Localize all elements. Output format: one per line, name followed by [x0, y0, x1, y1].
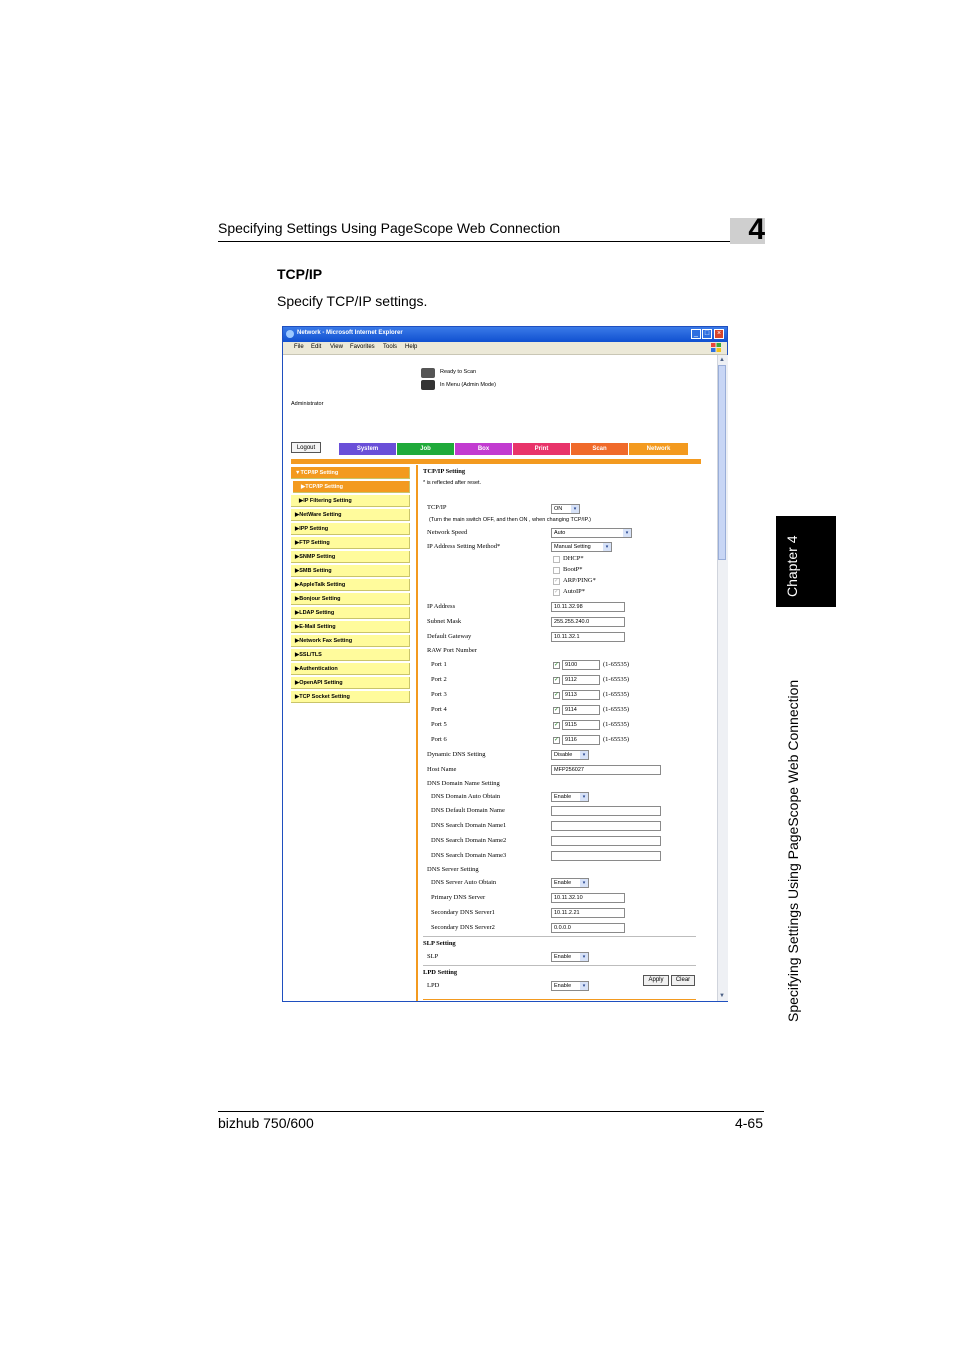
- port-range: (1-65535): [603, 661, 629, 668]
- network-speed-value: Auto: [554, 530, 566, 536]
- raw-port-label: RAW Port Number: [427, 647, 477, 654]
- dns-default-domain-label: DNS Default Domain Name: [431, 807, 505, 814]
- tab-system[interactable]: System: [339, 443, 396, 455]
- chapter-number: 4: [748, 213, 765, 246]
- port-label: Port 1: [431, 661, 447, 668]
- dns-domain-auto-label: DNS Domain Auto Obtain: [431, 793, 501, 800]
- ip-address-input[interactable]: 10.11.32.98: [551, 602, 625, 612]
- port-input[interactable]: 9112: [562, 675, 600, 685]
- port-input[interactable]: 9100: [562, 660, 600, 670]
- ip-method-label: IP Address Setting Method*: [427, 543, 501, 550]
- port-input[interactable]: 9113: [562, 690, 600, 700]
- tab-job[interactable]: Job: [397, 443, 454, 455]
- menu-favorites[interactable]: Favorites: [350, 344, 375, 350]
- gateway-label: Default Gateway: [427, 633, 472, 640]
- maximize-button[interactable]: □: [702, 329, 712, 339]
- port-checkbox[interactable]: ✓: [554, 677, 560, 683]
- tab-underline: [291, 459, 701, 464]
- chevron-down-icon: ▾: [580, 953, 588, 961]
- dhcp-label: DHCP*: [563, 555, 584, 562]
- port-label: Port 4: [431, 706, 447, 713]
- primary-dns-input[interactable]: 10.11.32.10: [551, 893, 625, 903]
- form-note: * is reflected after reset.: [423, 480, 482, 486]
- menu-tools[interactable]: Tools: [383, 344, 398, 350]
- sidebar-item[interactable]: ▶Network Fax Setting: [291, 635, 410, 647]
- dhcp-checkbox[interactable]: [553, 556, 560, 563]
- port-checkbox[interactable]: ✓: [554, 707, 560, 713]
- secondary-dns2-input[interactable]: 0.0.0.0: [551, 923, 625, 933]
- scroll-up-icon[interactable]: ▲: [719, 357, 725, 363]
- sidebar-item[interactable]: ▶OpenAPI Setting: [291, 677, 410, 689]
- slp-heading: SLP Setting: [423, 940, 456, 947]
- section-divider: [423, 936, 696, 937]
- ie-icon: [286, 330, 294, 338]
- page-content: [283, 355, 717, 1001]
- dynamic-dns-value: Disable: [554, 752, 573, 758]
- port-label: Port 3: [431, 691, 447, 698]
- port-label: Port 2: [431, 676, 447, 683]
- dns-server-heading: DNS Server Setting: [427, 866, 479, 873]
- port-input[interactable]: 9116: [562, 735, 600, 745]
- dns-server-auto-select[interactable]: [551, 878, 589, 888]
- slp-select[interactable]: [551, 952, 589, 962]
- port-label: Port 5: [431, 721, 447, 728]
- sidebar-item[interactable]: ▼TCP/IP Setting: [291, 467, 410, 479]
- port-label: Port 6: [431, 736, 447, 743]
- sidebar-item[interactable]: ▶NetWare Setting: [291, 509, 410, 521]
- secondary-dns1-input[interactable]: 10.11.2.21: [551, 908, 625, 918]
- close-button[interactable]: ×: [714, 329, 724, 339]
- sidebar-item[interactable]: ▶E-Mail Setting: [291, 621, 410, 633]
- primary-dns-label: Primary DNS Server: [431, 894, 486, 901]
- ip-method-value: Manual Setting: [554, 544, 591, 550]
- sidebar-item[interactable]: ▶IP Filtering Setting: [291, 495, 410, 507]
- host-name-label: Host Name: [427, 766, 457, 773]
- sidebar-item[interactable]: ▶TCP/IP Setting: [293, 481, 410, 493]
- sidebar-item[interactable]: ▶IPP Setting: [291, 523, 410, 535]
- sidebar-item[interactable]: ▶FTP Setting: [291, 537, 410, 549]
- sidebar-item[interactable]: ▶SMB Setting: [291, 565, 410, 577]
- minimize-button[interactable]: _: [691, 329, 701, 339]
- slp-value: Enable: [554, 954, 572, 960]
- chevron-down-icon: ▾: [603, 543, 611, 551]
- clear-button[interactable]: Clear: [671, 975, 695, 986]
- dynamic-dns-label: Dynamic DNS Setting: [427, 751, 486, 758]
- port-checkbox[interactable]: ✓: [554, 662, 560, 668]
- dns-domain-auto-value: Enable: [554, 794, 572, 800]
- dns-search-domain2-label: DNS Search Domain Name2: [431, 837, 507, 844]
- dns-search-domain1-label: DNS Search Domain Name1: [431, 822, 507, 829]
- lpd-value: Enable: [554, 983, 572, 989]
- sidebar-item[interactable]: ▶TCP Socket Setting: [291, 691, 410, 703]
- network-speed-label: Network Speed: [427, 529, 468, 536]
- port-range: (1-65535): [603, 736, 629, 743]
- dns-default-domain-input[interactable]: [551, 806, 661, 816]
- port-checkbox[interactable]: ✓: [554, 692, 560, 698]
- network-speed-select[interactable]: [551, 528, 632, 538]
- apply-button[interactable]: Apply: [643, 975, 669, 986]
- tab-scan[interactable]: Scan: [571, 443, 628, 455]
- browser-window: [282, 326, 728, 1002]
- subnet-label: Subnet Mask: [427, 618, 462, 625]
- form-heading: TCP/IP Setting: [423, 468, 466, 475]
- device-status-icon: [421, 380, 435, 390]
- form-bottom-rule: [423, 999, 696, 1000]
- chevron-down-icon: ▾: [571, 505, 579, 513]
- sidebar: [291, 467, 412, 1001]
- ip-method-select[interactable]: [551, 542, 612, 552]
- bootp-checkbox[interactable]: [553, 567, 560, 574]
- slp-label: SLP: [427, 953, 439, 960]
- port-range: (1-65535): [603, 691, 629, 698]
- lpd-heading: LPD Setting: [423, 969, 458, 976]
- window-title: Network - Microsoft Internet Explorer: [297, 330, 403, 336]
- scroll-down-icon[interactable]: ▼: [719, 993, 725, 999]
- side-chapter-label: [777, 517, 807, 607]
- port-checkbox[interactable]: ✓: [554, 737, 560, 743]
- footer-model: bizhub 750/600: [218, 1115, 314, 1131]
- user-label: Administrator: [291, 401, 324, 407]
- status-ready: Ready to Scan: [440, 369, 477, 375]
- ip-address-label: IP Address: [427, 603, 456, 610]
- port-checkbox[interactable]: ✓: [554, 722, 560, 728]
- lpd-label: LPD: [427, 982, 440, 989]
- sidebar-item[interactable]: ▶Authentication: [291, 663, 410, 675]
- gateway-input[interactable]: 10.11.32.1: [551, 632, 625, 642]
- tcpip-select[interactable]: [551, 504, 580, 514]
- logout-button[interactable]: Logout: [291, 442, 321, 453]
- chevron-down-icon: ▾: [623, 529, 631, 537]
- section-divider: [423, 965, 696, 966]
- chevron-down-icon: ▾: [580, 879, 588, 887]
- dns-domain-heading: DNS Domain Name Setting: [427, 780, 500, 787]
- sidebar-divider: [416, 465, 418, 1001]
- host-name-input[interactable]: MFP256027: [551, 765, 661, 775]
- status-admin-mode: In Menu (Admin Mode): [440, 382, 496, 388]
- scanner-status-icon: [421, 368, 435, 378]
- bootp-label: BootP*: [563, 566, 583, 573]
- dns-domain-auto-select[interactable]: [551, 792, 589, 802]
- dynamic-dns-select[interactable]: [551, 750, 589, 760]
- sidebar-item[interactable]: ▶Bonjour Setting: [291, 593, 410, 605]
- windows-flag-icon: [711, 343, 721, 352]
- chevron-down-icon: ▾: [580, 751, 588, 759]
- tab-print[interactable]: Print: [513, 443, 570, 455]
- header-rule: [218, 241, 764, 242]
- port-input[interactable]: 9114: [562, 705, 600, 715]
- menu-help[interactable]: Help: [405, 344, 418, 350]
- port-range: (1-65535): [603, 706, 629, 713]
- sidebar-item[interactable]: ▶LDAP Setting: [291, 607, 410, 619]
- dns-search-domain2-input[interactable]: [551, 836, 661, 846]
- footer-page-number: 4-65: [734, 1115, 763, 1131]
- sidebar-item[interactable]: ▶SSL/TLS: [291, 649, 410, 661]
- tcpip-hint: (Turn the main switch OFF, and then ON , when changing TCP/IP.): [429, 517, 591, 523]
- dns-search-domain3-input[interactable]: [551, 851, 661, 861]
- menu-view[interactable]: View: [330, 344, 343, 350]
- dns-server-auto-value: Enable: [554, 880, 572, 886]
- menu-edit[interactable]: Edit: [311, 344, 322, 350]
- chevron-down-icon: ▾: [580, 982, 588, 990]
- dns-search-domain1-input[interactable]: [551, 821, 661, 831]
- tab-network[interactable]: Network: [629, 443, 688, 455]
- dns-server-auto-label: DNS Server Auto Obtain: [431, 879, 497, 886]
- sidebar-item[interactable]: ▶AppleTalk Setting: [291, 579, 410, 591]
- tcpip-value: ON: [554, 506, 563, 512]
- secondary-dns1-label: Secondary DNS Server1: [431, 909, 495, 916]
- sidebar-item[interactable]: ▶SNMP Setting: [291, 551, 410, 563]
- autoip-label: AutoIP*: [563, 588, 586, 595]
- arp-ping-checkbox[interactable]: ✓: [554, 578, 560, 584]
- tcpip-label: TCP/IP: [427, 504, 447, 511]
- chevron-down-icon: ▾: [580, 793, 588, 801]
- arp-ping-label: ARP/PING*: [563, 577, 596, 584]
- lpd-select[interactable]: [551, 981, 589, 991]
- port-input[interactable]: 9115: [562, 720, 600, 730]
- scrollbar-thumb[interactable]: [718, 365, 726, 560]
- section-title: TCP/IP: [277, 266, 323, 282]
- side-running-text: Specifying Settings Using PageScope Web Connection: [785, 679, 801, 1022]
- menu-file[interactable]: File: [294, 344, 304, 350]
- dns-search-domain3-label: DNS Search Domain Name3: [431, 852, 507, 859]
- autoip-checkbox[interactable]: ✓: [554, 589, 560, 595]
- tab-box[interactable]: Box: [455, 443, 512, 455]
- page-header-title: Specifying Settings Using PageScope Web Connection: [218, 220, 561, 236]
- footer-rule: [218, 1111, 764, 1112]
- secondary-dns2-label: Secondary DNS Server2: [431, 924, 495, 931]
- subnet-input[interactable]: 255.255.240.0: [551, 617, 625, 627]
- side-chapter-text: Chapter 4: [784, 535, 800, 597]
- port-range: (1-65535): [603, 676, 629, 683]
- port-range: (1-65535): [603, 721, 629, 728]
- section-description: Specify TCP/IP settings.: [277, 293, 428, 309]
